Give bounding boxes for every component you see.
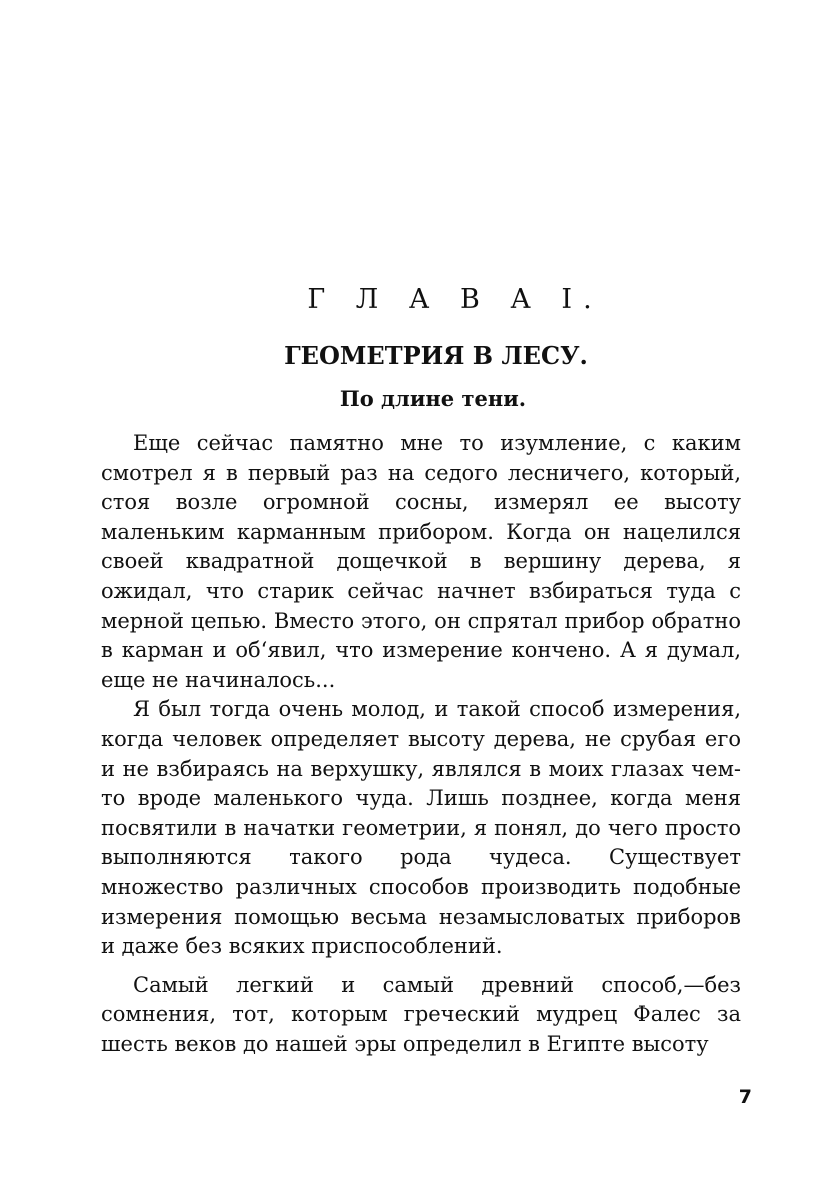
section-title: По длине тени.: [339, 386, 527, 411]
paragraph-3: Самый легкий и самый древний способ,—без сомнения, тот, которым греческий мудрец Фалес за шесть веков до нашей эры определил в Египте высоту: [101, 972, 741, 1056]
chapter-label: Г Л А В А I.: [307, 284, 603, 315]
body-text: [101, 429, 741, 1059]
chapter-title: ГЕОМЕТРИЯ В ЛЕСУ.: [284, 341, 588, 370]
paragraph-2: Я был тогда очень молод, и такой способ измерения, когда человек определяет высоту дерева, не срубая его и не взбираясь на верхушку, являлся в моих глазах чем-то вроде маленького чуда. Лишь позднее, когда меня посвятили в начатки геометрии, я понял, до чего просто выполняются такого рода чудеса. Существует множество различных способов производить подобные измерения помощью весьма незамысловатых приборов и даже без всяких приспособлений.: [101, 697, 741, 959]
paragraph-1: Еще сейчас памятно мне то изумление, с каким смотрел я в первый раз на седого лесничего, который, стоя возле огромной сосны, измерял ее высоту маленьким карманным прибором. Когда он нацелился своей квадратной дощечкой в вершину дерева, я ожидал, что старик сейчас начнет взбираться туда с мерной цепью. Вместо этого, он спрятал прибор обратно в карман и об‘явил, что измерение кончено. А я думал, еще не начиналось...: [101, 431, 741, 692]
page-number: 7: [738, 1086, 752, 1108]
